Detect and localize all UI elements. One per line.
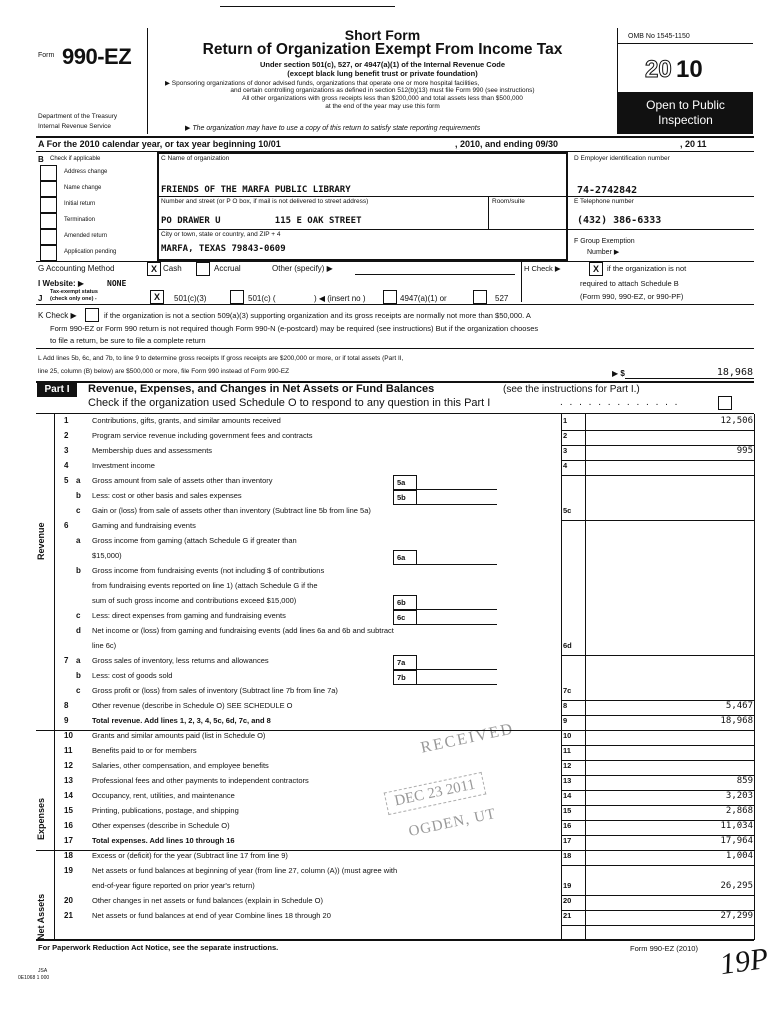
inner-line-label: 6b <box>393 595 417 610</box>
inner-amount-field[interactable] <box>417 475 497 490</box>
line-amount[interactable]: 17,964 <box>720 836 753 846</box>
line-description: Gross income from fundraising events (not including $ of contributions <box>92 566 325 575</box>
line-description: Grants and similar amounts paid (list in Schedule O) <box>92 731 266 740</box>
line-ref: 6d <box>563 641 572 650</box>
line-sub-letter: c <box>76 611 81 620</box>
line-ref: 9 <box>563 716 568 725</box>
line-description: Investment income <box>92 461 155 470</box>
form-line-row <box>0 701 770 716</box>
inner-line-label: 5a <box>393 475 417 490</box>
inner-line-label: 6a <box>393 550 417 565</box>
line-number: 18 <box>64 851 73 860</box>
open-public-line2: Inspection <box>658 113 713 127</box>
check-applicable-checkbox[interactable] <box>40 245 57 261</box>
line-ref: 8 <box>563 701 568 710</box>
tax-exempt-status-2: (check only one) - <box>50 296 97 302</box>
line-a-end-year: 11 <box>697 139 707 149</box>
line-ref: 13 <box>563 776 572 785</box>
inner-amount-field[interactable] <box>417 610 497 625</box>
inner-amount-field[interactable] <box>417 670 497 685</box>
line-description: Total expenses. Add lines 10 through 16 <box>92 836 235 845</box>
501c3-label: 501(c)(3) <box>174 294 207 303</box>
form-line-row <box>0 851 770 866</box>
line-number: 13 <box>64 776 73 785</box>
d-rule-2 <box>568 229 754 230</box>
city-label: City or town, state or country, and ZIP + 4 <box>161 231 281 238</box>
501c-label: 501(c) ( <box>248 294 276 303</box>
line-ref: 20 <box>563 896 572 905</box>
line-number: 21 <box>64 911 73 920</box>
4947-checkbox[interactable] <box>383 290 397 304</box>
accrual-label: Accrual <box>214 264 241 273</box>
footer-form-id: Form 990-EZ (2010) <box>630 944 698 953</box>
form-title: Return of Organization Exempt From Income Tax <box>202 41 563 58</box>
line-a-ending: , 2010, and ending 09/30 <box>455 139 559 149</box>
form-line-row <box>0 896 770 911</box>
line-description: Net income or (loss) from gaming and fundraising events (add lines 6a and 6b and subtract <box>92 626 394 635</box>
phone-label: E Telephone number <box>574 198 634 205</box>
part1-header-rule <box>36 413 754 414</box>
handwritten-mark: 19P <box>717 941 770 982</box>
inner-line-label: 7b <box>393 670 417 685</box>
form-number: 990-EZ <box>62 44 132 69</box>
line-amount[interactable]: 1,004 <box>725 851 753 861</box>
check-applicable-label: Name change <box>64 185 102 191</box>
inner-amount-field[interactable] <box>417 550 497 565</box>
line-ref: 3 <box>563 446 568 455</box>
form-line-row <box>0 431 770 446</box>
line-number: 14 <box>64 791 73 800</box>
form-line-row <box>0 506 770 521</box>
org-name-label: C Name of organization <box>161 155 230 162</box>
line-a-label: A For the 2010 calendar year, or tax year beginning 10/01 <box>38 139 281 149</box>
street-label: Number and street (or P O box, if mail is not delivered to street address) <box>161 198 369 205</box>
check-applicable-label: Initial return <box>64 201 96 207</box>
line-number: 7 <box>64 656 69 665</box>
form-line-row <box>0 761 770 776</box>
part1-title: Revenue, Expenses, and Changes in Net Assets or Fund Balances <box>88 383 435 395</box>
line-description: Net assets or fund balances at beginning of year (from line 27, column (A)) (must agree with <box>92 866 398 875</box>
part1-bottom-rule <box>36 939 754 941</box>
form-line-row <box>0 461 770 476</box>
inner-amount-field[interactable] <box>417 655 497 670</box>
line-ref: 5c <box>563 506 572 515</box>
line-amount[interactable]: 5,467 <box>725 701 753 711</box>
line-description: Gross income from gaming (attach Schedule G if greater than <box>92 536 297 545</box>
instruction-1: ▶ Sponsoring organizations of donor advised funds, organizations that operate one or more hospital facilities, <box>165 80 480 87</box>
line-number: 15 <box>64 806 73 815</box>
omb-rule <box>618 43 753 44</box>
line-k-text2: Form 990-EZ or Form 990 return is not required though Form 990-N (e-postcard) may be required (see instructions) But if the organization chooses <box>50 324 539 333</box>
line-ref: 16 <box>563 821 572 830</box>
city-state-zip[interactable]: MARFA, TEXAS 79843-0609 <box>161 244 286 254</box>
line-number: 5 <box>64 476 69 485</box>
form-line-row <box>0 446 770 461</box>
top-rule <box>220 6 395 7</box>
check-applicable-label: Address change <box>64 169 108 175</box>
line-sub-letter: a <box>76 536 81 545</box>
c-rule-2 <box>158 229 568 230</box>
line-sub-letter: b <box>76 566 81 575</box>
check-applicable-checkbox[interactable] <box>40 197 57 213</box>
org-name[interactable]: FRIENDS OF THE MARFA PUBLIC LIBRARY <box>161 185 351 195</box>
line-amount[interactable]: 18,968 <box>720 716 753 726</box>
street-address[interactable]: PO DRAWER U 115 E OAK STREET <box>161 216 362 226</box>
l-rule <box>36 348 754 349</box>
form-line-row <box>0 671 770 686</box>
inner-amount-field[interactable] <box>417 595 497 610</box>
jsa-code: 0E1068 1 000 <box>18 975 50 981</box>
cash-label: Cash <box>163 264 182 273</box>
line-number: 20 <box>64 896 73 905</box>
line-number: 2 <box>64 431 69 440</box>
line-k-text1: if the organization is not a section 509(a)(3) supporting organization and its gross receipts are normally not more than $50,000. A <box>104 311 531 320</box>
4947-label: 4947(a)(1) or <box>400 294 447 303</box>
line-amount[interactable]: 2,868 <box>725 806 753 816</box>
inner-line-label: 6c <box>393 610 417 625</box>
line-number: 10 <box>64 731 73 740</box>
line-description: Salaries, other compensation, and employee benefits <box>92 761 269 770</box>
line-number: 16 <box>64 821 73 830</box>
line-j-label: J <box>38 294 43 303</box>
line-number: 8 <box>64 701 69 710</box>
line-g-label: G Accounting Method <box>38 264 115 273</box>
part1-schedule-o: Check if the organization used Schedule O to respond to any question in this Part I <box>88 397 491 409</box>
line-description: Professional fees and other payments to independent contractors <box>92 776 309 785</box>
line-description: $15,000) <box>92 551 122 560</box>
line-sub-letter: b <box>76 491 81 500</box>
line-h-label: H Check ▶ <box>524 264 561 273</box>
line-ref: 2 <box>563 431 568 440</box>
527-label: 527 <box>495 294 509 303</box>
group-exemption-label: F Group Exemption <box>574 238 635 245</box>
open-public-box <box>618 92 753 134</box>
line-description: Gross amount from sale of assets other than inventory <box>92 476 273 485</box>
form-line-row <box>0 536 770 551</box>
line-ref: 11 <box>563 746 571 755</box>
omb-number: OMB No 1545-1150 <box>628 33 690 40</box>
year-bold: 10 <box>676 56 703 83</box>
other-method-label: Other (specify) ▶ <box>272 264 333 273</box>
line-description: Gross profit or (loss) from sales of inventory (Subtract line 7b from line 7a) <box>92 686 338 695</box>
form-line-row <box>0 806 770 821</box>
section-separator <box>36 730 754 731</box>
line-description: from fundraising events reported on line 1) (attach Schedule G if the <box>92 581 318 590</box>
line-ref: 12 <box>563 761 572 770</box>
line-h-text1: if the organization is not <box>607 264 687 273</box>
line-ref: 18 <box>563 851 572 860</box>
line-h-text2: required to attach Schedule B <box>580 279 679 288</box>
dept-treasury: Department of the Treasury <box>38 113 118 120</box>
expenses-side-label: Expenses <box>36 797 46 840</box>
line-sub-letter: b <box>76 671 81 680</box>
form-prefix: Form <box>38 52 55 59</box>
line-a-end: , 20 <box>680 139 696 149</box>
line-l-text2: line 25, column (B) below) are $500,000 or more, file Form 990 instead of Form 990-EZ <box>38 368 290 375</box>
line-number: 17 <box>64 836 73 845</box>
revenue-side-label: Revenue <box>36 522 46 560</box>
inner-line-label: 7a <box>393 655 417 670</box>
line-description: line 6c) <box>92 641 117 650</box>
form-line-row <box>0 746 770 761</box>
line-number: 9 <box>64 716 69 725</box>
section-separator <box>36 850 754 851</box>
room-divider <box>488 196 489 229</box>
501c-checkbox[interactable] <box>230 290 244 304</box>
line-description: Gain or (loss) from sale of assets other than inventory (Subtract line 5b from line 5a) <box>92 506 371 515</box>
part1-title-note: (see the instructions for Part I.) <box>503 384 640 395</box>
website-value[interactable]: NONE <box>107 279 127 288</box>
line-ref: 17 <box>563 836 572 845</box>
line-description: Less: cost or other basis and sales expenses <box>92 491 242 500</box>
line-description: Membership dues and assessments <box>92 446 213 455</box>
501c-insert: ) ◀ (insert no ) <box>314 294 366 303</box>
form-line-row <box>0 581 770 596</box>
received-stamp-line3: OGDEN, UT <box>407 805 498 841</box>
ein-value[interactable]: 74-2742842 <box>577 185 638 196</box>
line-description: Other revenue (describe in Schedule O) SEE SCHEDULE O <box>92 701 293 710</box>
line-description: Less: direct expenses from gaming and fundraising events <box>92 611 286 620</box>
part1-tag: Part I <box>37 383 77 397</box>
instruction-2: and certain controlling organizations as defined in section 512(b)(13) must file Form 990 (see instructions) <box>230 87 535 94</box>
line-sub-letter: a <box>76 656 81 665</box>
form-line-row <box>0 626 770 641</box>
form-line-row <box>0 881 770 896</box>
527-checkbox[interactable] <box>473 290 487 304</box>
form-line-row <box>0 866 770 881</box>
header-left-divider <box>147 28 148 134</box>
line-description: Less: cost of goods sold <box>92 671 173 680</box>
line-k-label: K Check ▶ <box>38 311 77 320</box>
tax-exempt-status-1: Tax-exempt status <box>50 289 98 295</box>
check-applicable-label: Amended return <box>64 233 108 239</box>
line-ref: 19 <box>563 881 572 890</box>
line-number: 12 <box>64 761 73 770</box>
form-line-row <box>0 776 770 791</box>
section-b-title: Check if applicable <box>50 156 101 162</box>
group-exemption-label2: Number ▶ <box>587 249 620 256</box>
header-bottom-rule <box>36 136 754 138</box>
d-rule-1 <box>568 196 754 197</box>
form-line-row <box>0 611 770 626</box>
instruction-3: All other organizations with gross receipts less than $200,000 and total assets less than $500,000 <box>242 95 523 102</box>
form-line-row <box>0 476 770 491</box>
h-divider <box>521 262 522 302</box>
line-number: 3 <box>64 446 69 455</box>
part1-dots: . . . . . . . . . . . . . <box>560 397 680 408</box>
k-rule <box>36 304 754 305</box>
line-description: end-of-year figure reported on prior year's return) <box>92 881 255 890</box>
line-description: Contributions, gifts, grants, and similar amounts received <box>92 416 281 425</box>
line-i-label: I Website: ▶ <box>38 279 85 288</box>
schedule-o-checkbox[interactable] <box>718 396 732 410</box>
net-assets-side-label: Net Assets <box>36 893 46 940</box>
line-description: Other changes in net assets or fund balances (explain in Schedule O) <box>92 896 323 905</box>
line-h-text3: (Form 990, 990-EZ, or 990-PF) <box>580 292 684 301</box>
section-b-letter: B <box>38 155 44 164</box>
line-description: Gaming and fundraising events <box>92 521 196 530</box>
cash-checkbox[interactable]: X <box>147 262 161 276</box>
line-k-text3: to file a return, be sure to file a complete return <box>50 336 206 345</box>
line-l-arrow: ▶ $ <box>612 369 625 378</box>
gross-receipts-underline <box>625 378 754 379</box>
instruction-4: at the end of the year may use this form <box>325 103 440 110</box>
line-description: Gross sales of inventory, less returns and allowances <box>92 656 269 665</box>
line-amount[interactable]: 3,203 <box>725 791 753 801</box>
irs-label: Internal Revenue Service <box>38 123 111 130</box>
gh-rule <box>36 261 754 262</box>
form-line-row <box>0 821 770 836</box>
year-outline: 20 <box>645 56 672 83</box>
check-applicable-checkbox[interactable] <box>40 229 57 245</box>
line-description: Total revenue. Add lines 1, 2, 3, 4, 5c, 6d, 7c, and 8 <box>92 716 271 725</box>
line-sub-letter: d <box>76 626 81 635</box>
form-line-row <box>0 491 770 506</box>
accrual-checkbox[interactable] <box>196 262 210 276</box>
other-method-line[interactable] <box>355 274 515 275</box>
line-amount[interactable]: 859 <box>736 776 753 786</box>
received-stamp-line1: RECEIVED <box>419 720 516 757</box>
form-line-row <box>0 521 770 536</box>
line-sub-letter: c <box>76 506 81 515</box>
line-ref: 15 <box>563 806 572 815</box>
subtitle-2: (except black lung benefit trust or private foundation) <box>287 69 478 78</box>
line-rule <box>561 925 754 926</box>
ein-label: D Employer identification number <box>574 155 670 162</box>
line-amount[interactable]: 12,506 <box>720 416 753 426</box>
check-applicable-checkbox[interactable] <box>40 181 57 197</box>
line-description: Program service revenue including government fees and contracts <box>92 431 313 440</box>
form-line-row <box>0 656 770 671</box>
gross-receipts-value[interactable]: 18,968 <box>716 367 753 378</box>
form-line-row <box>0 416 770 431</box>
form-line-row <box>0 836 770 851</box>
line-description: Occupancy, rent, utilities, and maintenance <box>92 791 235 800</box>
check-applicable-label: Application pending <box>64 249 117 255</box>
footer-paperwork-notice: For Paperwork Reduction Act Notice, see the separate instructions. <box>38 943 279 952</box>
check-applicable-checkbox[interactable] <box>40 213 57 229</box>
inner-line-label: 5b <box>393 490 417 505</box>
form-line-row <box>0 566 770 581</box>
received-stamp-line2: DEC 23 2011 <box>384 772 487 815</box>
phone-value[interactable]: (432) 386-6333 <box>577 215 662 226</box>
k-checkbox[interactable] <box>85 308 99 322</box>
line-description: Other expenses (describe in Schedule O) <box>92 821 230 830</box>
line-sub-letter: c <box>76 686 81 695</box>
title-short-form: Short Form <box>344 27 421 43</box>
line-number: 19 <box>64 866 73 875</box>
line-ref: 21 <box>563 911 572 920</box>
schedule-b-checkbox[interactable]: X <box>589 262 603 276</box>
line-ref: 7c <box>563 686 572 695</box>
line-description: sum of such gross income and contributions exceed $15,000) <box>92 596 297 605</box>
form-line-row <box>0 596 770 611</box>
form-line-row <box>0 716 770 731</box>
line-description: Net assets or fund balances at end of year Combine lines 18 through 20 <box>92 911 331 920</box>
line-number: 6 <box>64 521 69 530</box>
form-line-row <box>0 686 770 701</box>
inner-amount-field[interactable] <box>417 490 497 505</box>
line-amount[interactable]: 26,295 <box>720 881 753 891</box>
form-line-row <box>0 731 770 746</box>
line-ref: 1 <box>563 416 568 425</box>
line-description: Printing, publications, postage, and shipping <box>92 806 239 815</box>
501c3-checkbox[interactable]: X <box>150 290 164 304</box>
form-line-row <box>0 641 770 656</box>
line-description: Benefits paid to or for members <box>92 746 197 755</box>
jsa-label: JSA <box>38 968 48 974</box>
subtitle-1: Under section 501(c), 527, or 4947(a)(1) of the Internal Revenue Code <box>259 60 506 69</box>
line-ref: 4 <box>563 461 568 470</box>
line-l-text1: L Add lines 5b, 6c, and 7b, to line 9 to determine gross receipts If gross receipts are $200,000 or more, or if total assets (Part II, <box>38 355 404 362</box>
form-line-row <box>0 551 770 566</box>
line-number: 1 <box>64 416 69 425</box>
open-public-line1: Open to Public <box>646 98 725 112</box>
line-sub-letter: a <box>76 476 81 485</box>
line-description: Excess or (deficit) for the year (Subtract line 17 from line 9) <box>92 851 288 860</box>
room-suite-label: Room/suite <box>492 198 525 205</box>
line-number: 4 <box>64 461 69 470</box>
line-amount[interactable]: 11,034 <box>720 821 753 831</box>
line-amount[interactable]: 27,299 <box>720 911 753 921</box>
line-amount[interactable]: 995 <box>736 446 753 456</box>
line-number: 11 <box>64 746 73 755</box>
form-line-row <box>0 911 770 926</box>
line-ref: 10 <box>563 731 572 740</box>
check-applicable-label: Termination <box>64 217 96 223</box>
instruction-5: ▶ The organization may have to use a copy of this return to satisfy state reporting requirements <box>185 125 481 132</box>
check-applicable-checkbox[interactable] <box>40 165 57 181</box>
c-rule-1 <box>158 196 568 197</box>
line-ref: 14 <box>563 791 572 800</box>
